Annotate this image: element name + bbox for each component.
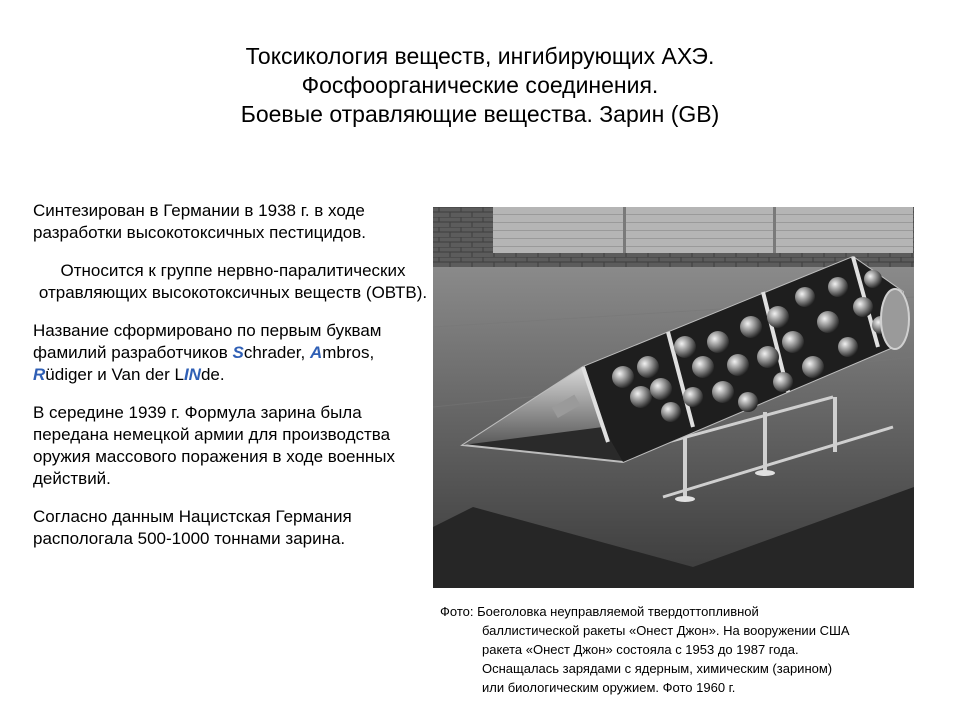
highlight-letters-in: IN [183,365,201,384]
title-line-1: Токсикология веществ, ингибирующих АХЭ. [245,43,715,69]
name-origin-text: mbros, [322,343,375,362]
highlight-letter-s: S [232,343,244,362]
caption-line-2: баллистической ракеты «Онест Джон». На вооружении США [482,623,850,638]
slide-title [90,42,870,129]
paragraph-army-transfer: В середине 1939 г. Формула зарина была передана немецкой армии для производства оружия массового поражения в ходе военных действий. [33,403,395,488]
caption-line-5: или биологическим оружием. Фото 1960 г. [482,680,736,695]
name-origin-text: üdiger и Van der L [45,365,184,384]
name-origin-text: de. [200,365,225,384]
name-origin-text: chrader, [243,343,310,362]
photo-caption [440,602,918,697]
paragraph-stockpile: Согласно данным Нацистская Германия распологала 500-1000 тоннами зарина. [33,507,352,548]
paragraph-classification: Относится к группе нервно-паралитических отравляющих высокотоксичных веществ (ОВТВ). [38,261,428,302]
paragraph-synthesis: Синтезирован в Германии в 1938 г. в ходе разработки высокотоксичных пестицидов. [33,201,366,242]
highlight-letter-a: A [309,343,323,362]
title-line-3: Боевые отравляющие вещества. Зарин (GB) [240,101,720,127]
highlight-letter-r: R [33,365,46,384]
warhead-photo [433,207,914,588]
name-origin-text: Название сформировано по первым буквам фамилий разработчиков [33,321,382,362]
caption-line-1: Фото: Боеголовка неуправляемой твердоттопливной [440,604,759,619]
title-line-2: Фосфоорганические соединения. [301,72,659,98]
paragraph-name-origin [33,320,433,386]
body-text [33,200,433,566]
caption-line-4: Оснащалась зарядами с ядерным, химическим (зарином) [482,661,833,676]
caption-line-3: ракета «Онест Джон» состояла с 1953 до 1987 года. [482,642,799,657]
